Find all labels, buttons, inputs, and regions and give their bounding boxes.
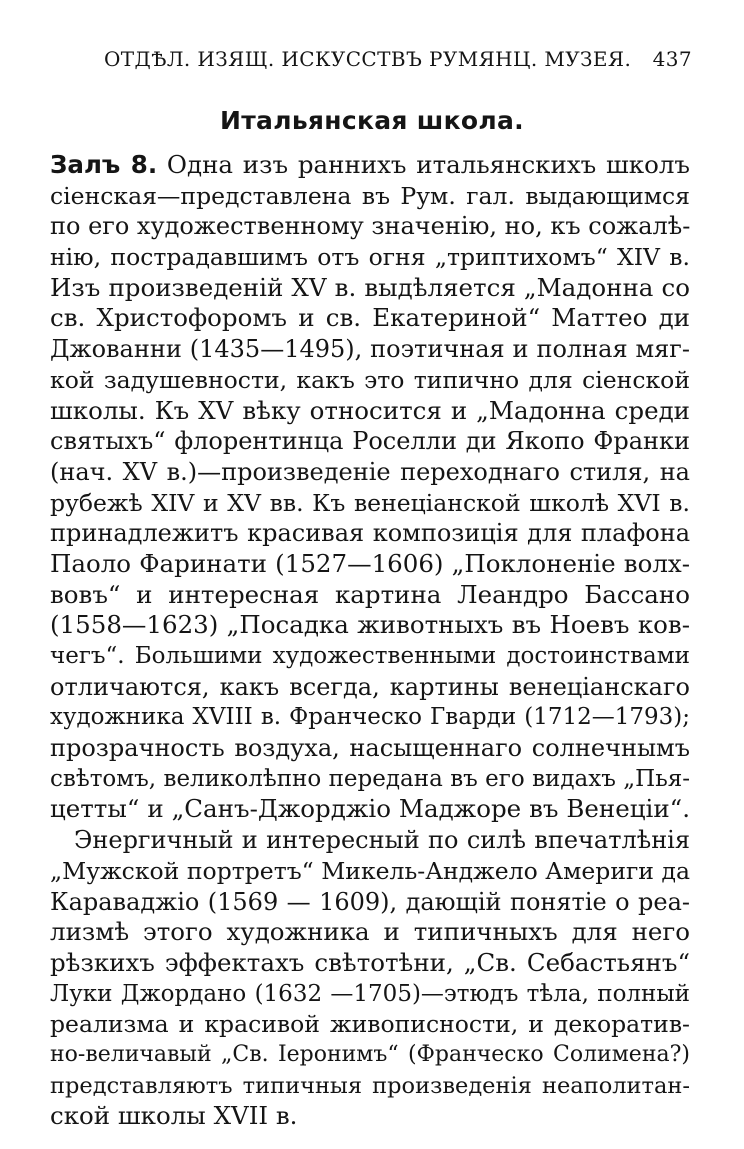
paragraph-1-line: цетты“ и „Санъ-Джорджіо Маджоре въ Венеціи“. bbox=[50, 794, 690, 824]
section-title: Итальянская школа. bbox=[220, 106, 524, 135]
paragraph-1-line: св. Христофоромъ и св. Екатериной“ Маттео ди bbox=[50, 303, 690, 333]
paragraph-1-line: Паоло Фаринати (1527—1606) „Поклоненіе волх- bbox=[50, 548, 690, 578]
paragraph-1-line: рубежѣ XIV и XV вв. Къ венеціанской школѣ XVI в. bbox=[50, 488, 690, 517]
paragraph-1-line: сіенская—представлена въ Рум. гал. выдающимся bbox=[50, 181, 690, 210]
paragraph-2-line: рѣзкихъ эффектахъ свѣтотѣни, „Св. Себастьянъ“ bbox=[50, 947, 690, 977]
paragraph-2-line: Караваджіо (1569 — 1609), дающій понятіе о реа- bbox=[50, 887, 690, 916]
paragraph-2-line: „Мужской портретъ“ Микель-Анджело Америги да bbox=[50, 856, 690, 885]
paragraph-2-line: Луки Джордано (1632 —1705)—этюдъ тѣла, полный bbox=[50, 980, 690, 1007]
paragraph-1-line bbox=[50, 150, 690, 181]
page-number: 437 bbox=[652, 47, 692, 71]
paragraph-1-line: святыхъ“ флорентинца Роселли ди Якопо Франки bbox=[50, 427, 690, 456]
paragraph-1-line: принадлежитъ красивая композиція для плафона bbox=[50, 519, 690, 548]
paragraph-2-line: Энергичный и интересный по силѣ впечатлѣнія bbox=[74, 826, 690, 855]
running-header-title: ОТДѢЛ. ИЗЯЩ. ИСКУССТВЪ РУМЯНЦ. МУЗЕЯ. bbox=[104, 47, 632, 71]
paragraph-1-line: свѣтомъ, великолѣпно передана въ его видахъ „Пья- bbox=[50, 765, 690, 792]
hall-label: Залъ 8. bbox=[50, 150, 158, 179]
paragraph-1-line: Изъ произведеній XV в. выдѣляется „Мадонна со bbox=[50, 272, 690, 302]
paragraph-2-line: лизмѣ этого художника и типичныхъ для него bbox=[50, 917, 690, 947]
paragraph-1-line: кой задушевности, какъ это типично для сіенской bbox=[50, 365, 690, 394]
running-header bbox=[68, 47, 692, 75]
body-text bbox=[50, 150, 690, 1132]
paragraph-1-line: художника XVIII в. Франческо Гварди (1712—1793); bbox=[50, 704, 690, 731]
paragraph-1-line: прозрачность воздуха, насыщеннаго солнечнымъ bbox=[50, 734, 690, 763]
paragraph-1-line: по его художественному значенію, но, къ сожалѣ- bbox=[50, 212, 691, 241]
paragraph-1-line: нію, пострадавшимъ отъ огня „триптихомъ“ XIV в. bbox=[50, 243, 690, 272]
paragraph-2-line: представляютъ типичныя произведенія неаполитан- bbox=[50, 1072, 690, 1099]
paragraph-2-line: но-величавый „Св. Іеронимъ“ (Франческо Солимена?) bbox=[50, 1041, 690, 1067]
paragraph-2-line: реализма и красивой живописности, и декоратив- bbox=[50, 1010, 690, 1039]
paragraph-1-line: школы. Къ XV вѣку относится и „Мадонна среди bbox=[50, 395, 690, 425]
paragraph-1-line: отличаются, какъ всегда, картины венеціанскаго bbox=[50, 672, 690, 701]
paragraph-1-line: чегъ“. Большими художественными достоинствами bbox=[50, 643, 690, 669]
paragraph-1-line: Джованни (1435—1495), поэтичная и полная мяг- bbox=[50, 335, 690, 364]
paragraph-2-line: ской школы XVII в. bbox=[50, 1101, 298, 1131]
paragraph-1-line: вовъ“ и интересная картина Леандро Бассано bbox=[50, 579, 690, 609]
paragraph-1-line: (нач. XV в.)—произведеніе переходнаго стиля, на bbox=[50, 457, 690, 486]
line-text: Одна изъ раннихъ итальянскихъ школъ bbox=[157, 150, 690, 179]
paragraph-1-line: (1558—1623) „Посадка животныхъ въ Ноевъ ков- bbox=[50, 610, 690, 640]
